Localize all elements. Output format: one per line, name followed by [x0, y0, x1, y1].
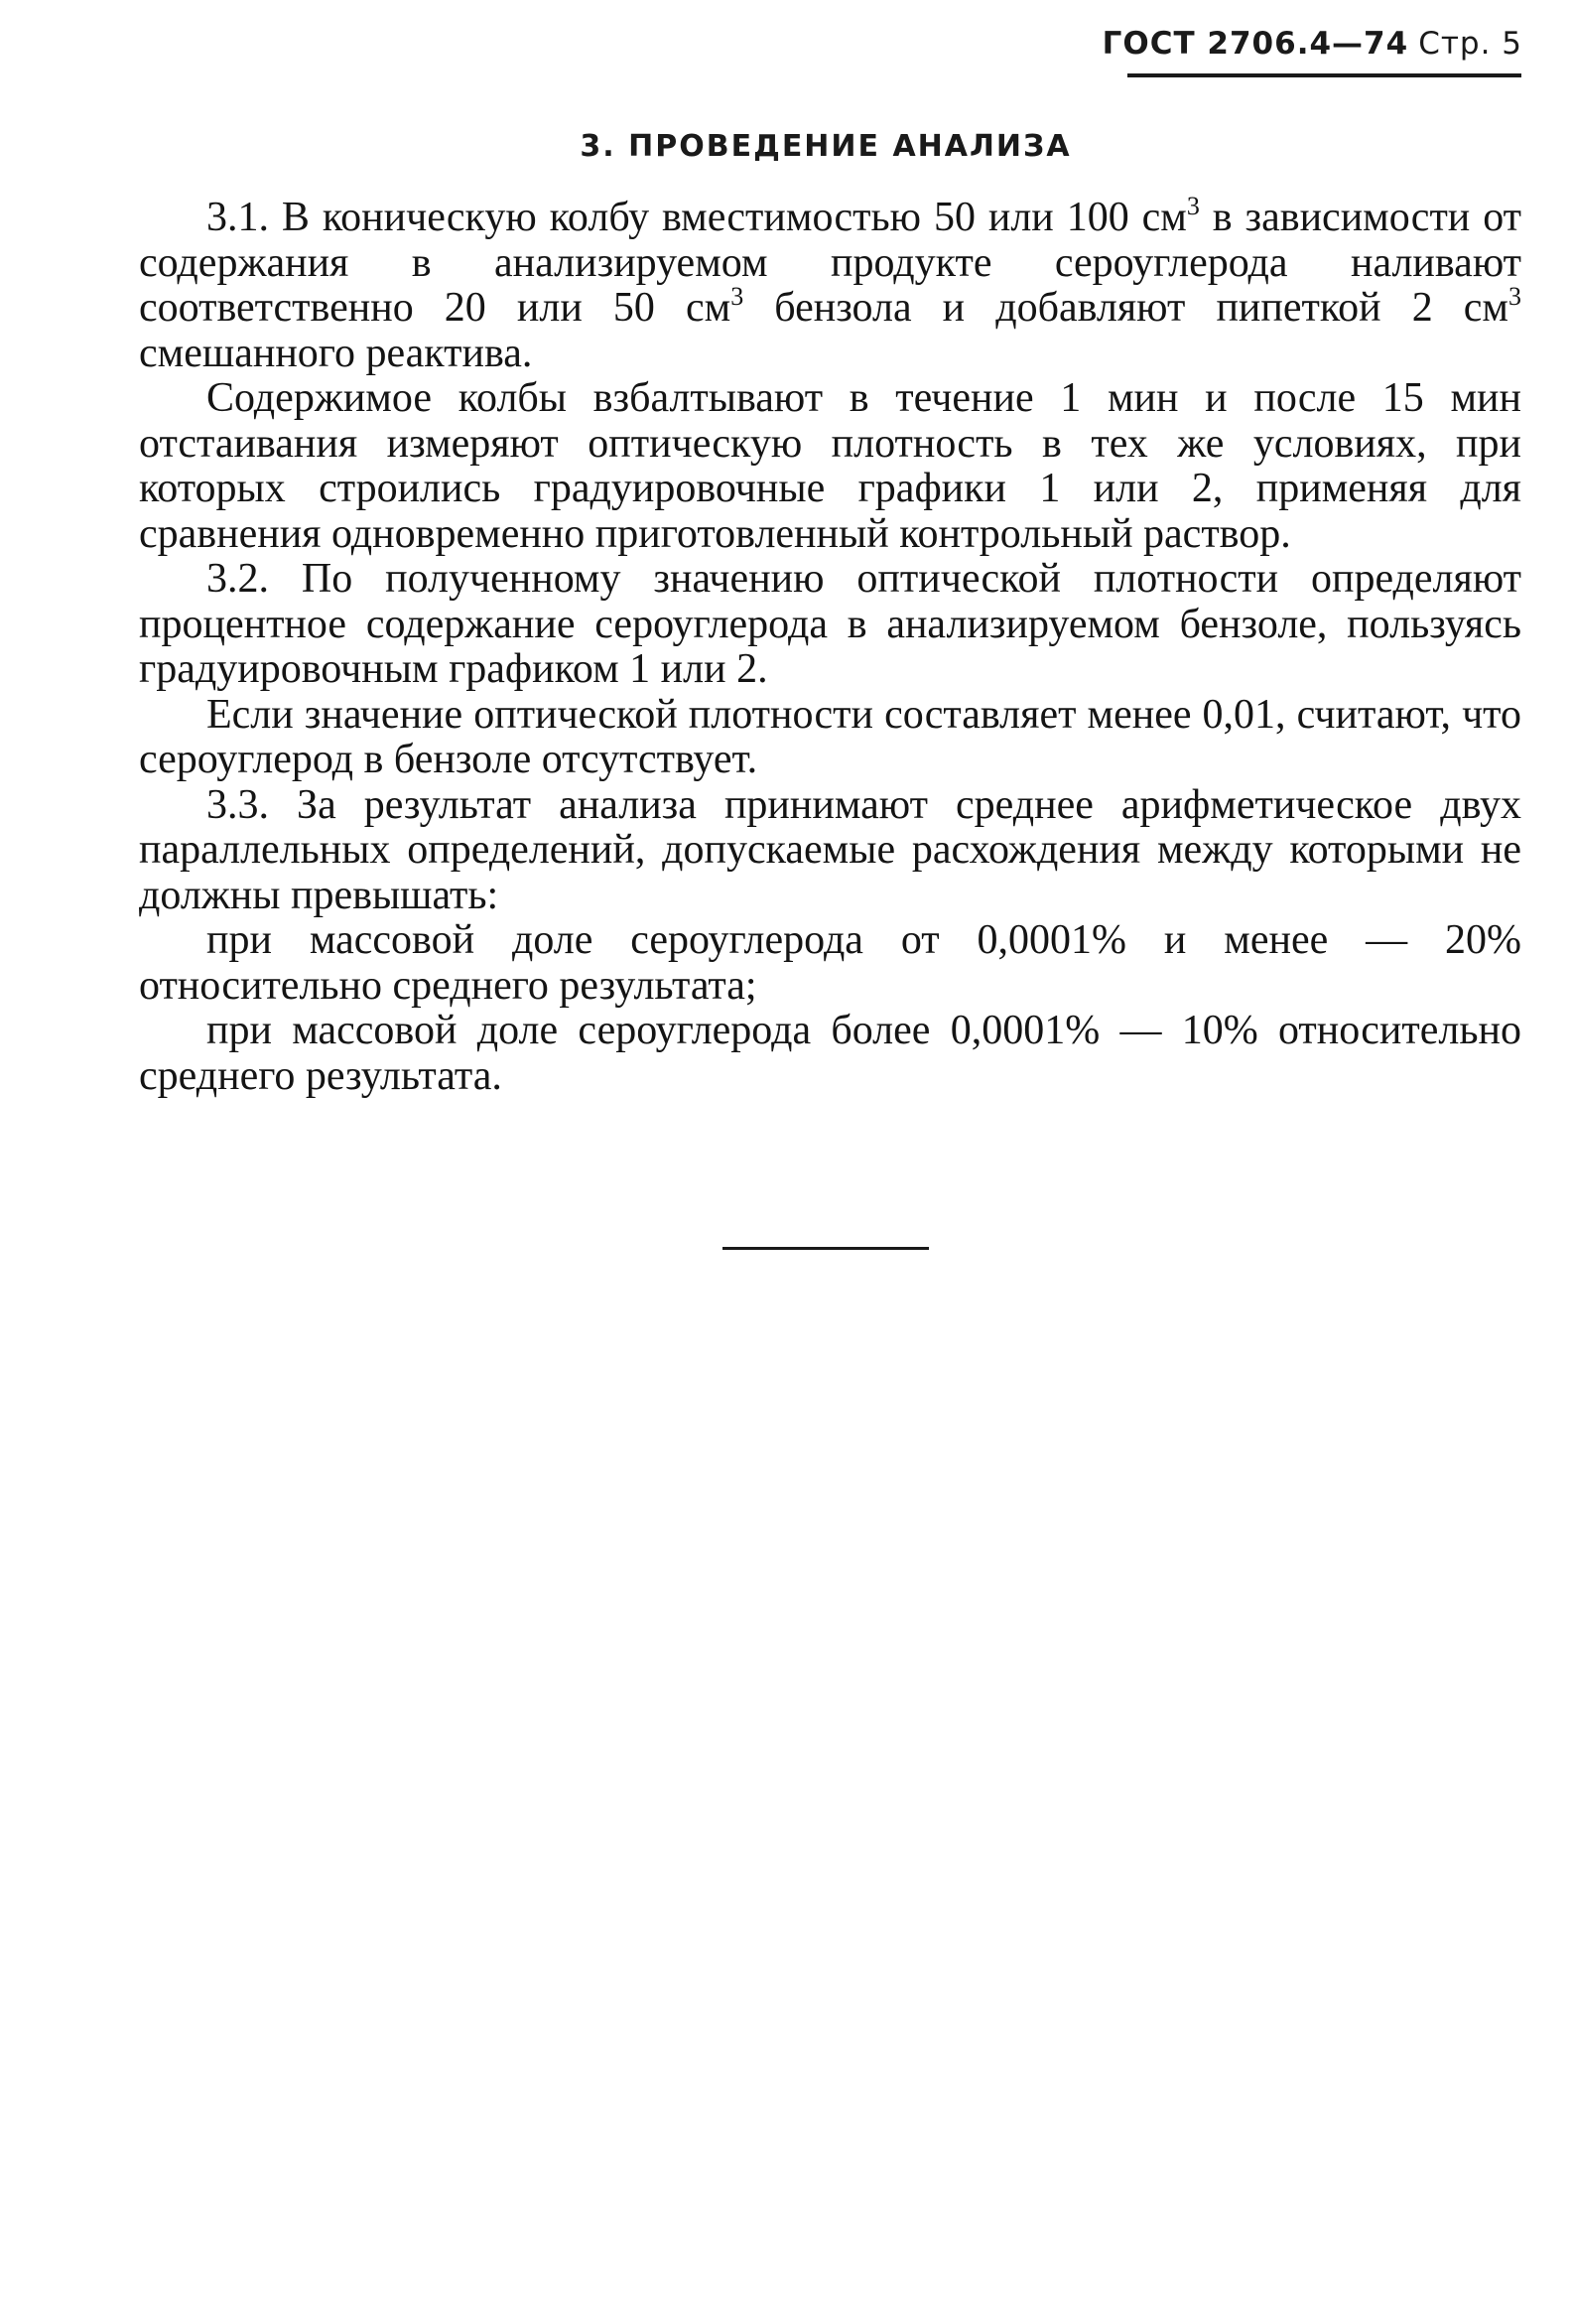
- paragraph-3-1-text-c: бензола и добавляют пипеткой 2 см: [743, 285, 1509, 331]
- cubic-superscript: 3: [730, 282, 744, 311]
- paragraph-3-2: 3.2. По полученному значению оптической плотности определяют процентное содержание сероуглерода в анализируемом бензоле, пользуясь градуировочным графиком 1 или 2.: [139, 556, 1521, 692]
- paragraph-3-3: 3.3. За результат анализа принимают среднее арифметическое двух параллельных определений, допускаемые расхождения между которыми не должны превышать:: [139, 781, 1521, 918]
- running-header: [1092, 26, 1522, 62]
- paragraph-3-2-continued: Если значение оптической плотности составляет менее 0,01, считают, что сероуглерод в бензоле отсутствует.: [139, 691, 1521, 782]
- cubic-superscript: 3: [1508, 282, 1522, 311]
- tolerance-item-low: при массовой доле сероуглерода от 0,0001% и менее — 20% относительно среднего результата;: [139, 917, 1521, 1009]
- paragraph-3-1-text-d: смешанного реактива.: [139, 330, 533, 376]
- paragraph-3-1-continued: Содержимое колбы взбалтывают в течение 1 мин и после 15 мин отстаивания измеряют оптическую плотность в тех же условиях, при которых строились градуировочные графики 1 или 2, применяя для сравнения одновременно приготовленный контрольный раствор.: [139, 375, 1521, 557]
- end-rule: [722, 1247, 929, 1250]
- section-body: [139, 192, 1522, 1099]
- tolerance-item-high: при массовой доле сероуглерода более 0,0001% — 10% относительно среднего результата.: [139, 1008, 1521, 1099]
- page-number: Стр. 5: [1418, 26, 1522, 62]
- header-rule: [1127, 73, 1521, 77]
- cubic-superscript: 3: [1186, 192, 1200, 220]
- paragraph-3-1-text-b: в зависимости от содержания в анализируемом продукте сероуглерода наливают соответственно 20 или 50 см: [139, 195, 1521, 331]
- paragraph-3-1-text-a: 3.1. В коническую колбу вместимостью 50 или 100 см: [206, 195, 1187, 240]
- section-heading: 3. ПРОВЕДЕНИЕ АНАЛИЗА: [580, 129, 1072, 164]
- document-number: ГОСТ 2706.4—74: [1102, 26, 1409, 62]
- paragraph-3-1: [139, 192, 1522, 376]
